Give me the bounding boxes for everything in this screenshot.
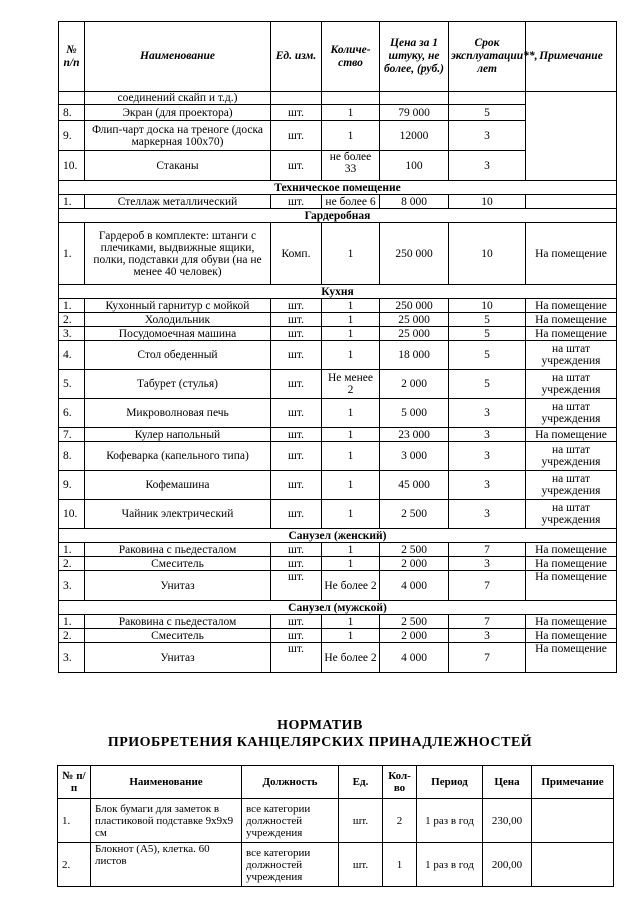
col-header-quantity: Кол-во xyxy=(383,766,417,799)
table-row: 4. Стол обеденный шт. 1 18 000 5 на штат учреждения xyxy=(59,341,617,370)
table-row: 1. Раковина с пьедесталом шт. 1 2 500 7 На помещение xyxy=(59,615,617,629)
table-row: 1. Кухонный гарнитур с мойкой шт. 1 250 000 10 На помещение xyxy=(59,299,617,313)
table-row: 2. Блокнот (А5), клетка. 60 листов все категории должностей учреждения шт. 1 1 раз в год 200,00 xyxy=(58,843,614,887)
table-row: 2. Холодильник шт. 1 25 000 5 На помещение xyxy=(59,313,617,327)
col-header-name: Наименование xyxy=(85,22,271,92)
table-row: 9. Кофемашина шт. 1 45 000 3 на штат учреждения xyxy=(59,471,617,500)
heading-line-2: ПРИОБРЕТЕНИЯ КАНЦЕЛЯРСКИХ ПРИНАДЛЕЖНОСТЕЙ xyxy=(107,735,533,750)
stationery-table xyxy=(57,765,614,887)
table-row: 2. Смеситель шт. 1 2 000 3 На помещение xyxy=(59,557,617,571)
table-row: 6. Микроволновая печь шт. 1 5 000 3 на штат учреждения xyxy=(59,399,617,428)
table-header-row xyxy=(58,766,614,799)
table-row: 8. Экран (для проектора) шт. 1 79 000 5 xyxy=(59,105,617,121)
table-row: 1. Гардероб в комплекте: штанги с плечиками, выдвижные ящики, полки, подставки для обуви (на не менее 40 человек) Комп. 1 250 000 10 На помещение xyxy=(59,223,617,285)
col-header-number: № п/п xyxy=(59,22,85,92)
section-title: Санузел (женский) xyxy=(59,529,617,543)
table-row: 3. Унитаз шт. Не более 2 4 000 7 На помещение xyxy=(59,571,617,601)
col-header-quantity: Количе-ство xyxy=(322,22,380,92)
table-row: 8. Кофеварка (капельного типа) шт. 1 3 000 3 на штат учреждения xyxy=(59,442,617,471)
table-row: 1. Раковина с пьедесталом шт. 1 2 500 7 На помещение xyxy=(59,543,617,557)
table-row: 1. Блок бумаги для заметок в пластиковой подставке 9х9х9 см все категории должностей учреждения шт. 2 1 раз в год 230,00 xyxy=(58,799,614,843)
section-header xyxy=(59,529,617,543)
table-row: 10. Стаканы шт. не более 33 100 3 xyxy=(59,151,617,181)
section-heading xyxy=(0,717,640,751)
col-header-price: Цена за 1 штуку, не более, (руб.) xyxy=(380,22,449,92)
table-row: 7. Кулер напольный шт. 1 23 000 3 На помещение xyxy=(59,428,617,442)
section-title: Кухня xyxy=(59,285,617,299)
equipment-table xyxy=(58,21,617,673)
table-header-row xyxy=(59,22,617,92)
section-header xyxy=(59,181,617,195)
col-header-note: Примечание xyxy=(526,22,617,92)
section-title: Санузел (мужской) xyxy=(59,601,617,615)
table-row: 3. Унитаз шт. Не более 2 4 000 7 На помещение xyxy=(59,643,617,673)
col-header-name: Наименование xyxy=(91,766,242,799)
section-header xyxy=(59,285,617,299)
col-header-number: № п/п xyxy=(58,766,91,799)
heading-line-1: НОРМАТИВ xyxy=(277,718,363,733)
col-header-note: Примечание xyxy=(532,766,614,799)
note-cell xyxy=(526,92,617,181)
col-header-unit: Ед. изм. xyxy=(271,22,322,92)
col-header-term: Срок эксплуатации**, лет xyxy=(449,22,526,92)
table-row: 2. Смеситель шт. 1 2 000 3 На помещение xyxy=(59,629,617,643)
table-row: 5. Табурет (стулья) шт. Не менее 2 2 000 5 на штат учреждения xyxy=(59,370,617,399)
col-header-position: Должность xyxy=(242,766,339,799)
col-header-period: Период xyxy=(417,766,483,799)
table-row: 10. Чайник электрический шт. 1 2 500 3 на штат учреждения xyxy=(59,500,617,529)
table-row: 1. Стеллаж металлический шт. не более 6 8 000 10 xyxy=(59,195,617,209)
col-header-unit: Ед. xyxy=(339,766,383,799)
section-title: Техническое помещение xyxy=(59,181,617,195)
table-row: 3. Посудомоечная машина шт. 1 25 000 5 На помещение xyxy=(59,327,617,341)
section-header xyxy=(59,209,617,223)
section-title: Гардеробная xyxy=(59,209,617,223)
col-header-price: Цена xyxy=(483,766,532,799)
table-row: 9. Флип-чарт доска на треноге (доска маркерная 100х70) шт. 1 12000 3 xyxy=(59,121,617,151)
continued-text: соединений скайп и т.д.) xyxy=(85,92,271,105)
section-header xyxy=(59,601,617,615)
table-row xyxy=(59,92,617,105)
